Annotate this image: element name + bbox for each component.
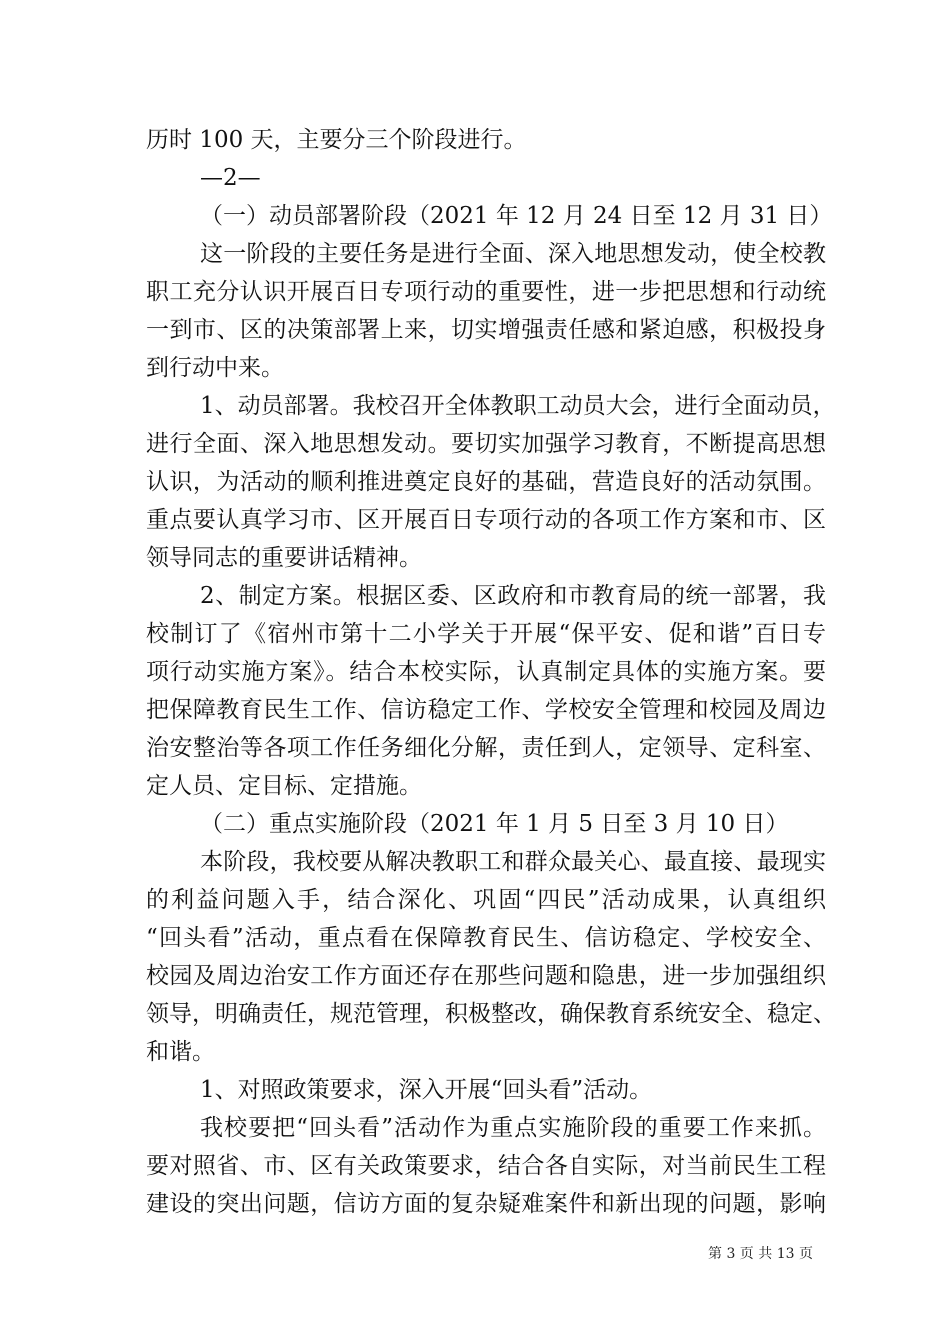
text-line: 这一阶段的主要任务是进行全面、深入地思想发动，使全校教 xyxy=(200,241,826,267)
text-line: 治安整治等各项工作任务细化分解，责任到人，定领导、定科室、 xyxy=(146,735,826,761)
subsection-heading: 1、对照政策要求，深入开展“回头看”活动。 xyxy=(200,1077,653,1103)
text-line: 校制订了《宿州市第十二小学关于开展“保平安、促和谐”百日专 xyxy=(146,621,826,647)
text-line: 把保障教育民生工作、信访稳定工作、学校安全管理和校园及周边 xyxy=(146,697,826,723)
text-line: 我校要把“回头看”活动作为重点实施阶段的重要工作来抓。 xyxy=(200,1115,826,1141)
text-line: 的利益问题入手，结合深化、巩固“四民”活动成果，认真组织 xyxy=(146,887,826,913)
text-line: 进行全面、深入地思想发动。要切实加强学习教育，不断提高思想 xyxy=(146,431,826,457)
text-line: 和谐。 xyxy=(146,1039,215,1065)
text-line: 领导，明确责任，规范管理，积极整改，确保教育系统安全、稳定、 xyxy=(146,1001,836,1027)
text-line: 历时 100 天，主要分三个阶段进行。 xyxy=(146,127,527,153)
text-line: 1、动员部署。我校召开全体教职工动员大会，进行全面动员， xyxy=(200,393,836,419)
section-heading: （二）重点实施阶段（2021 年 1 月 5 日至 3 月 10 日） xyxy=(200,811,789,837)
text-line: 领导同志的重要讲话精神。 xyxy=(146,545,422,571)
page-marker: —2— xyxy=(200,165,261,191)
section-heading: （一）动员部署阶段（2021 年 12 月 24 日至 12 月 31 日） xyxy=(200,203,833,229)
text-line: 认识，为活动的顺利推进奠定良好的基础，营造良好的活动氛围。 xyxy=(146,469,826,495)
text-line: 重点要认真学习市、区开展百日专项行动的各项工作方案和市、区 xyxy=(146,507,826,533)
text-line: 要对照省、市、区有关政策要求，结合各自实际，对当前民生工程 xyxy=(146,1153,826,1179)
text-line: 一到市、区的决策部署上来，切实增强责任感和紧迫感，积极投身 xyxy=(146,317,826,343)
text-line: 建设的突出问题，信访方面的复杂疑难案件和新出现的问题，影响 xyxy=(146,1191,826,1217)
text-line: 项行动实施方案》。结合本校实际，认真制定具体的实施方案。要 xyxy=(146,659,826,685)
text-line: 到行动中来。 xyxy=(146,355,284,381)
text-line: 职工充分认识开展百日专项行动的重要性，进一步把思想和行动统 xyxy=(146,279,826,305)
text-line: 2、制定方案。根据区委、区政府和市教育局的统一部署，我 xyxy=(200,583,826,609)
text-line: “回头看”活动，重点看在保障教育民生、信访稳定、学校安全、 xyxy=(146,925,826,951)
text-line: 校园及周边治安工作方面还存在那些问题和隐患，进一步加强组织 xyxy=(146,963,826,989)
page-footer: 第 3 页 共 13 页 xyxy=(708,1246,813,1262)
text-line: 定人员、定目标、定措施。 xyxy=(146,773,422,799)
text-line: 本阶段，我校要从解决教职工和群众最关心、最直接、最现实 xyxy=(200,849,826,875)
